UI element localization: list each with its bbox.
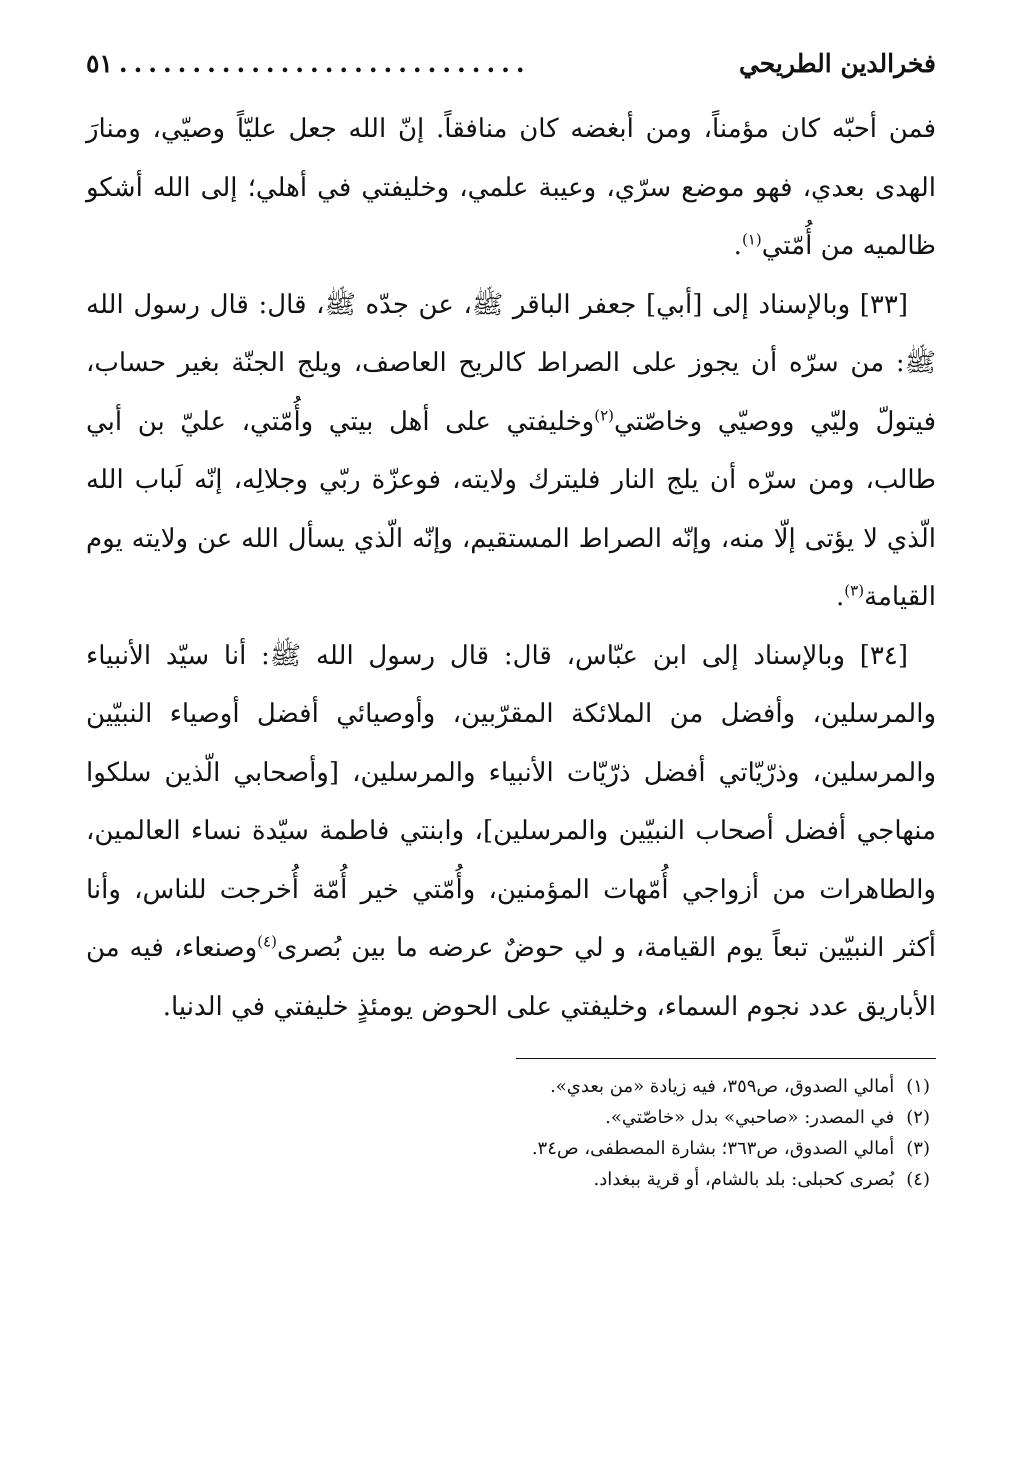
footnote-number: (٣): [906, 1138, 930, 1159]
running-header-title: فخرالدين الطريحي: [738, 49, 936, 78]
page-number: ٥١: [86, 49, 113, 78]
footnote-number: (٢): [906, 1107, 930, 1128]
running-header: [86, 44, 936, 84]
footnote: [86, 1133, 936, 1164]
book-page: [86, 44, 936, 1195]
leader-dots: ............................: [118, 49, 531, 78]
footnote-reference: (١): [741, 230, 762, 249]
footnote-reference: (٤): [257, 932, 277, 951]
footnote: [86, 1164, 936, 1195]
footnote-number: (٤): [906, 1169, 930, 1190]
footnote-text: أمالي الصدوق، ص٣٥٩، فيه زيادة «من بعدي».: [550, 1076, 895, 1097]
footnotes: [86, 1071, 936, 1195]
footnote-text: في المصدر: «صاحبي» بدل «خاصّتي».: [605, 1107, 895, 1128]
footnote-reference: (٢): [594, 405, 615, 424]
footnote-separator: [516, 1058, 936, 1059]
footnote-text: بُصرى كحبلى: بلد بالشام، أو قرية ببغداد.: [593, 1169, 895, 1190]
footnote-number: (١): [906, 1076, 930, 1097]
footnote: [86, 1071, 936, 1102]
hadith-paragraph-33: [٣٣] وبالإسناد إلى [أبي] جعفر الباقر ﷺ، عن جدّه ﷺ، قال: قال رسول الله ﷺ: من سرّه أن يجوز على الصراط كالريح العاصف، ويلج الجنّة بغير حساب، فيتولّ وليّي ووصيّي وخاصّتي$^{(٢)}$وخليفتي على أهل بيتي وأُمّتي، عليّ بن أبي طالب، ومن سرّه أن يلج النار فليترك ولايته، فوعزّة ربّي وجلالِه، إنّه لَباب الله الّذي لا يؤتى إلّا منه، وإنّه الصراط المستقيم، وإنّه الّذي يسأل الله عن ولايته يوم القيامة$^{(٣)}$.: [86, 289, 936, 612]
footnote: [86, 1102, 936, 1133]
footnote-reference: (٣): [844, 581, 865, 600]
body-text: [86, 100, 936, 1036]
paragraph-continuation: فمن أحبّه كان مؤمناً، ومن أبغضه كان منافقاً. إنّ الله جعل عليّاً وصيّي، ومنارَ الهدى بعدي، فهو موضع سرّي، وعيبة علمي، وخليفتي في أهلي؛ إلى الله أشكو ظالميه من أُمّتي$^{(١)}$.: [86, 114, 937, 261]
footnote-text: أمالي الصدوق، ص٣٦٣؛ بشارة المصطفى، ص٣٤.: [531, 1138, 895, 1159]
hadith-paragraph-34: [٣٤] وبالإسناد إلى ابن عبّاس، قال: قال رسول الله ﷺ: أنا سيّد الأنبياء والمرسلين، وأفضل من الملائكة المقرّبين، وأوصيائي أفضل أوصياء النبيّين والمرسلين، وذرّيّاتي أفضل ذرّيّات الأنبياء والمرسلين، [وأصحابي الّذين سلكوا منهاجي أفضل أصحاب النبيّين والمرسلين]، وابنتي فاطمة سيّدة نساء العالمين، والطاهرات من أزواجي أُمّهات المؤمنين، وأُمّتي خير أُمّة أُخرجت للناس، وأنا أكثر النبيّين تبعاً يوم القيامة، و لي حوضٌ عرضه ما بين بُصرى$^{(٤)}$وصنعاء، فيه من الأباريق عدد نجوم السماء، وخليفتي على الحوض يومئذٍ خليفتي في الدنيا.: [86, 640, 936, 1022]
